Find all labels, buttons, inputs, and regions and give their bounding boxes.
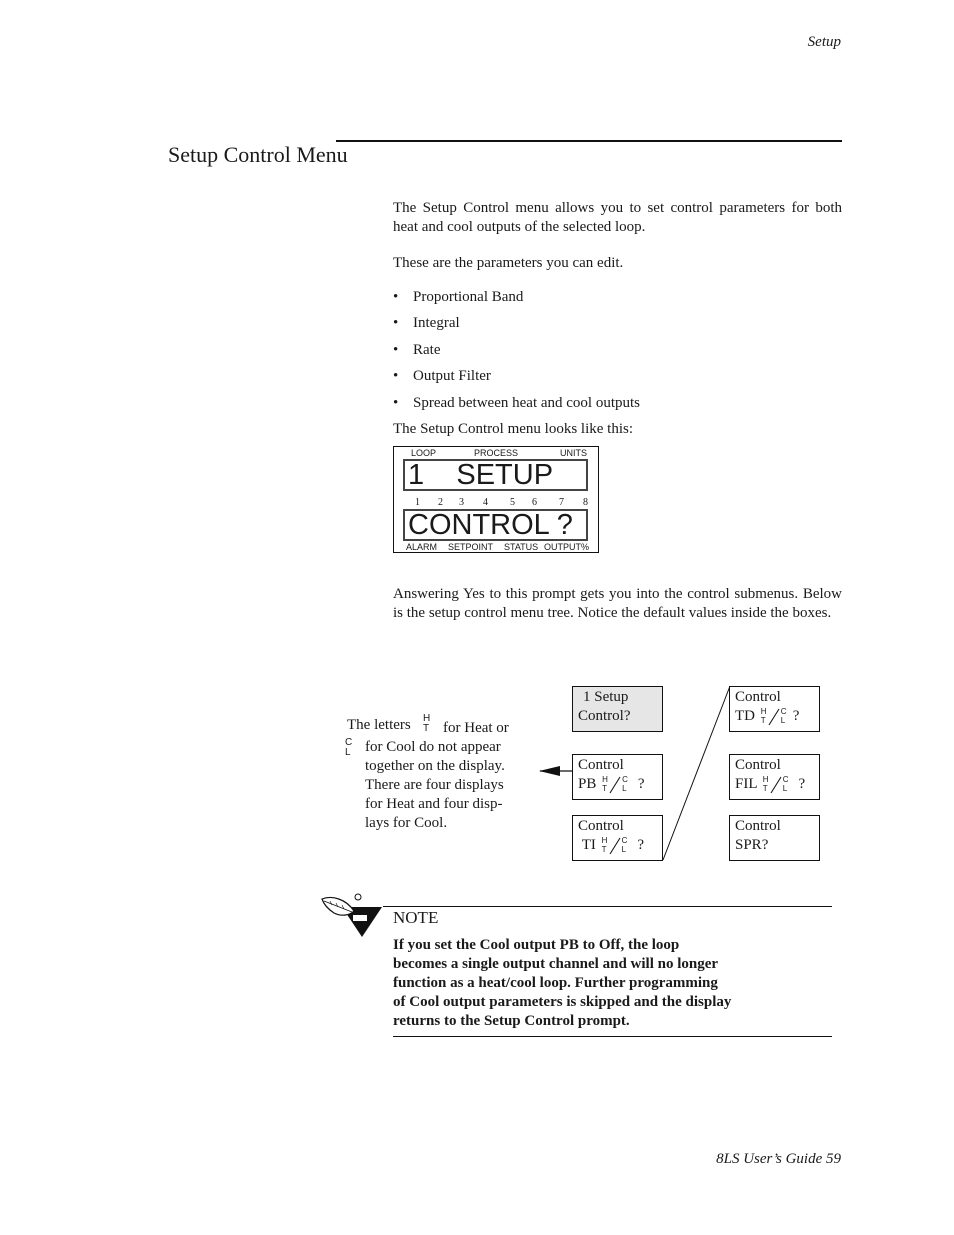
page-title: Setup Control Menu — [168, 142, 348, 167]
arrow-left-icon — [539, 766, 560, 776]
sidenote-line: for Cool do not appear — [365, 739, 501, 755]
lcd-line-2: CONTROL ? — [403, 509, 588, 541]
tree-box-setup-control: 1 Setup Control? — [572, 686, 663, 732]
page-footer: 8LS User’s Guide 59 — [716, 1151, 841, 1167]
bullet-item: • Integral — [393, 315, 460, 331]
note-title: NOTE — [393, 908, 439, 927]
heat-cool-indicator: H T C L — [762, 774, 789, 793]
lcd-number: 5 — [510, 497, 515, 508]
heat-cool-indicator: H T C L — [602, 774, 628, 793]
lcd-label-loop: LOOP — [411, 448, 437, 458]
tree-box-control-td: Control TD H T C L ? — [729, 686, 820, 732]
bullet-item: • Proportional Band — [393, 289, 524, 305]
lcd-number: 1 — [415, 497, 420, 508]
running-header: Setup — [807, 34, 841, 50]
lcd-number: 8 — [583, 497, 588, 508]
lcd-label-status: STATUS — [504, 542, 539, 552]
bullet-item: • Output Filter — [393, 368, 491, 384]
heat-cool-indicator: H T C L — [760, 706, 787, 725]
sidenote-heat-suffix: for Heat or — [443, 720, 509, 736]
answer-paragraph: Answering Yes to this prompt gets you into the control submenus. Below is the setup control menu tree. Notice the default values inside the boxes. — [393, 586, 842, 621]
lcd-intro: The Setup Control menu looks like this: — [393, 421, 633, 437]
heat-cool-indicator: H T C L — [601, 835, 628, 854]
tree-box-control-fil: Control FIL H T C L ? — [729, 754, 820, 800]
note-rule-bottom — [393, 1036, 832, 1037]
tree-box-control-pb: Control PB H T C L ? — [572, 754, 663, 800]
lcd-number: 3 — [459, 497, 464, 508]
bullet-item: • Rate — [393, 342, 441, 358]
sidenote-line: for Heat and four disp- — [365, 796, 503, 812]
lcd-line-1: 1 SETUP — [403, 459, 588, 491]
note-body: If you set the Cool output PB to Off, the loop becomes a single output channel and will no longer function as a heat/cool loop. Further programming of Cool output parameters is skipped and the display returns to the Setup Control prompt. — [393, 937, 732, 1029]
params-intro: These are the parameters you can edit. — [393, 255, 624, 271]
note-quill-icon — [320, 893, 384, 944]
sidenote-cl: C L — [345, 737, 353, 758]
bullet-item: • Spread between heat and cool outputs — [393, 395, 641, 411]
sidenote-line: together on the display. — [365, 758, 505, 774]
sidenote-line: lays for Cool. — [365, 815, 448, 831]
sidenote-ht: H T — [423, 713, 431, 734]
lcd-display — [393, 446, 599, 553]
lcd-label-alarm: ALARM — [406, 542, 438, 552]
note-rule-top — [383, 906, 832, 907]
lcd-label-units: UNITS — [560, 448, 587, 458]
title-rule — [336, 140, 842, 142]
intro-paragraph: The Setup Control menu allows you to set control parameters for both heat and cool outputs of the selected loop. — [393, 200, 842, 235]
lcd-number: 2 — [438, 497, 443, 508]
lcd-label-process: PROCESS — [474, 448, 519, 458]
tree-box-control-spr: Control SPR? — [729, 815, 820, 861]
sidenote-prefix: The letters — [347, 717, 411, 733]
sidenote-line: There are four displays — [365, 777, 504, 793]
lcd-label-setpoint: SETPOINT — [448, 542, 494, 552]
lcd-label-output: OUTPUT% — [544, 542, 589, 552]
tree-box-control-ti: Control TI H T C L ? — [572, 815, 663, 861]
lcd-number: 6 — [532, 497, 537, 508]
lcd-number: 4 — [483, 497, 488, 508]
lcd-number: 7 — [559, 497, 564, 508]
